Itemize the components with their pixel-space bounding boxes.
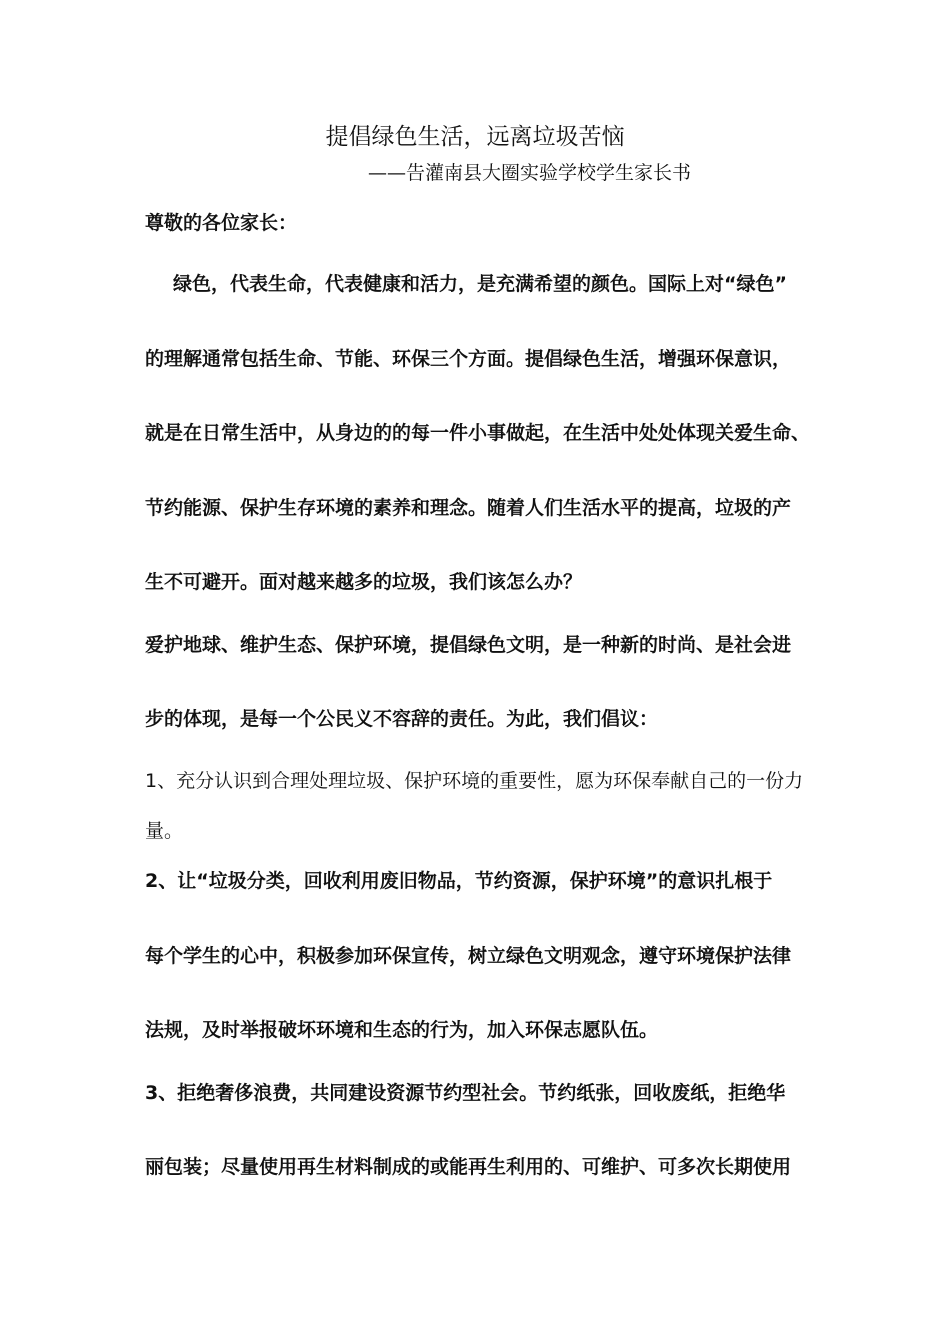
list-item-line: 法规，及时举报破坏环境和生态的行为，加入环保志愿队伍。 — [145, 1019, 659, 1041]
paragraph-line: 就是在日常生活中，从身边的的每一件小事做起，在生活中处处体现关爱生命、 — [145, 422, 811, 444]
paragraph-line: 生不可避开。面对越来越多的垃圾，我们该怎么办？ — [145, 571, 583, 593]
list-item-line: 3、拒绝奢侈浪费，共同建设资源节约型社会。节约纸张，回收废纸，拒绝华 — [145, 1082, 786, 1104]
list-item-line: 丽包装；尽量使用再生材料制成的或能再生利用的、可维护、可多次长期使用 — [145, 1156, 792, 1178]
paragraph-line: 绿色，代表生命，代表健康和活力，是充满希望的颜色。国际上对“绿色” — [173, 273, 787, 295]
paragraph-line: 节约能源、保护生存环境的素养和理念。随着人们生活水平的提高，垃圾的产 — [145, 497, 792, 519]
list-item-line: 1、充分认识到合理处理垃圾、保护环境的重要性，愿为环保奉献自己的一份力 — [145, 770, 804, 792]
document-subtitle: ——告灌南县大圈实验学校学生家长书 — [368, 162, 692, 184]
list-item-line: 2、让“垃圾分类，回收利用废旧物品，节约资源，保护环境”的意识扎根于 — [145, 870, 773, 892]
salutation: 尊敬的各位家长： — [145, 212, 298, 234]
list-item-line: 每个学生的心中，积极参加环保宣传，树立绿色文明观念，遵守环境保护法律 — [145, 945, 792, 967]
document-title: 提倡绿色生活，远离垃圾苦恼 — [325, 124, 625, 150]
list-item-line: 量。 — [145, 820, 184, 842]
paragraph-line: 爱护地球、维护生态、保护环境，提倡绿色文明，是一种新的时尚、是社会进 — [145, 634, 792, 656]
paragraph-line: 步的体现，是每一个公民义不容辞的责任。为此，我们倡议： — [145, 708, 659, 730]
paragraph-line: 的理解通常包括生命、节能、环保三个方面。提倡绿色生活，增强环保意识， — [145, 348, 792, 370]
